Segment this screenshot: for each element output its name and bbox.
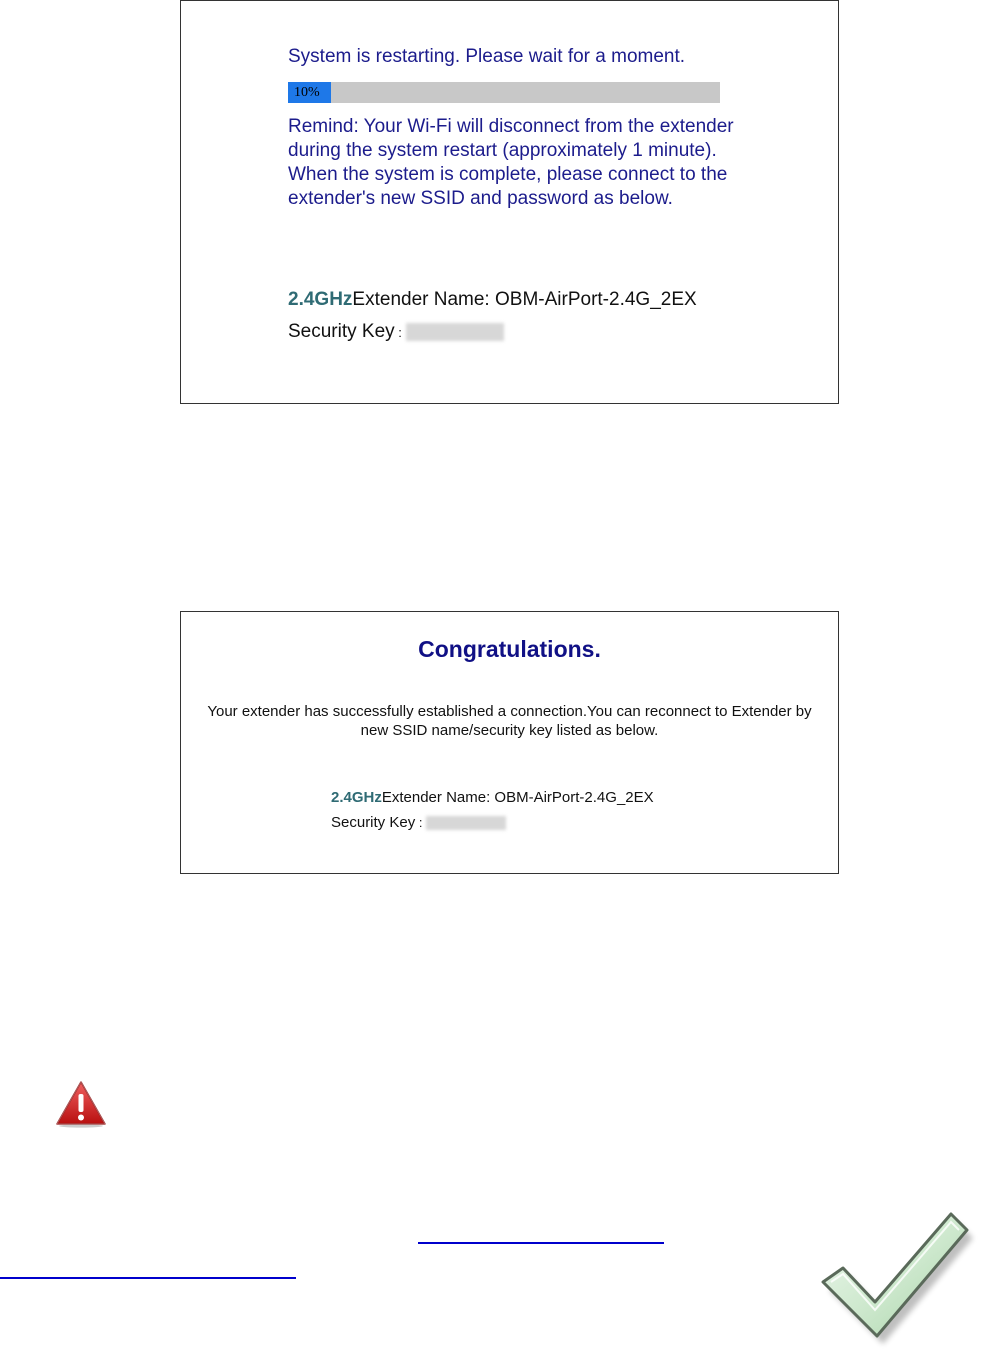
security-key-separator: : xyxy=(415,815,427,830)
security-key-label: Security Key xyxy=(331,814,416,831)
ssid-value: OBM-AirPort-2.4G_2EX xyxy=(495,289,697,310)
security-key-value-redacted xyxy=(406,323,504,341)
ssid-label: Extender Name: xyxy=(352,289,495,310)
ssid-value: OBM-AirPort-2.4G_2EX xyxy=(494,789,654,806)
restart-title: System is restarting. Please wait for a moment. xyxy=(288,46,686,67)
remind-text: Remind: Your Wi-Fi will disconnect from the extender during the system restart (approximately 1 minute). When the system is complete, please connect to the extender's new SSID and password as below. xyxy=(288,116,734,209)
hyperlink-underline[interactable] xyxy=(0,1277,296,1279)
ssid-label: Extender Name: xyxy=(381,789,495,806)
security-key-label: Security Key xyxy=(288,321,395,342)
warning-icon xyxy=(55,1080,107,1128)
progress-fill: 10% xyxy=(288,82,331,103)
band-label: 2.4GHz xyxy=(288,289,353,310)
checkmark-icon xyxy=(805,1190,991,1350)
congratulations-dialog xyxy=(180,611,839,874)
security-key-line xyxy=(331,814,506,831)
congrats-message: Your extender has successfully established a connection.You can reconnect to Extender by new SSID name/security key listed as below. xyxy=(207,703,812,739)
security-key-separator: : xyxy=(394,325,406,340)
ssid-line xyxy=(331,789,654,806)
congrats-title: Congratulations. xyxy=(418,636,601,662)
band-label: 2.4GHz xyxy=(331,789,382,806)
security-key-value-redacted xyxy=(426,816,506,830)
restart-dialog xyxy=(180,0,839,404)
progress-bar xyxy=(288,82,720,103)
security-key-line xyxy=(288,321,504,343)
ssid-line xyxy=(288,289,697,311)
hyperlink-underline[interactable] xyxy=(418,1242,664,1244)
